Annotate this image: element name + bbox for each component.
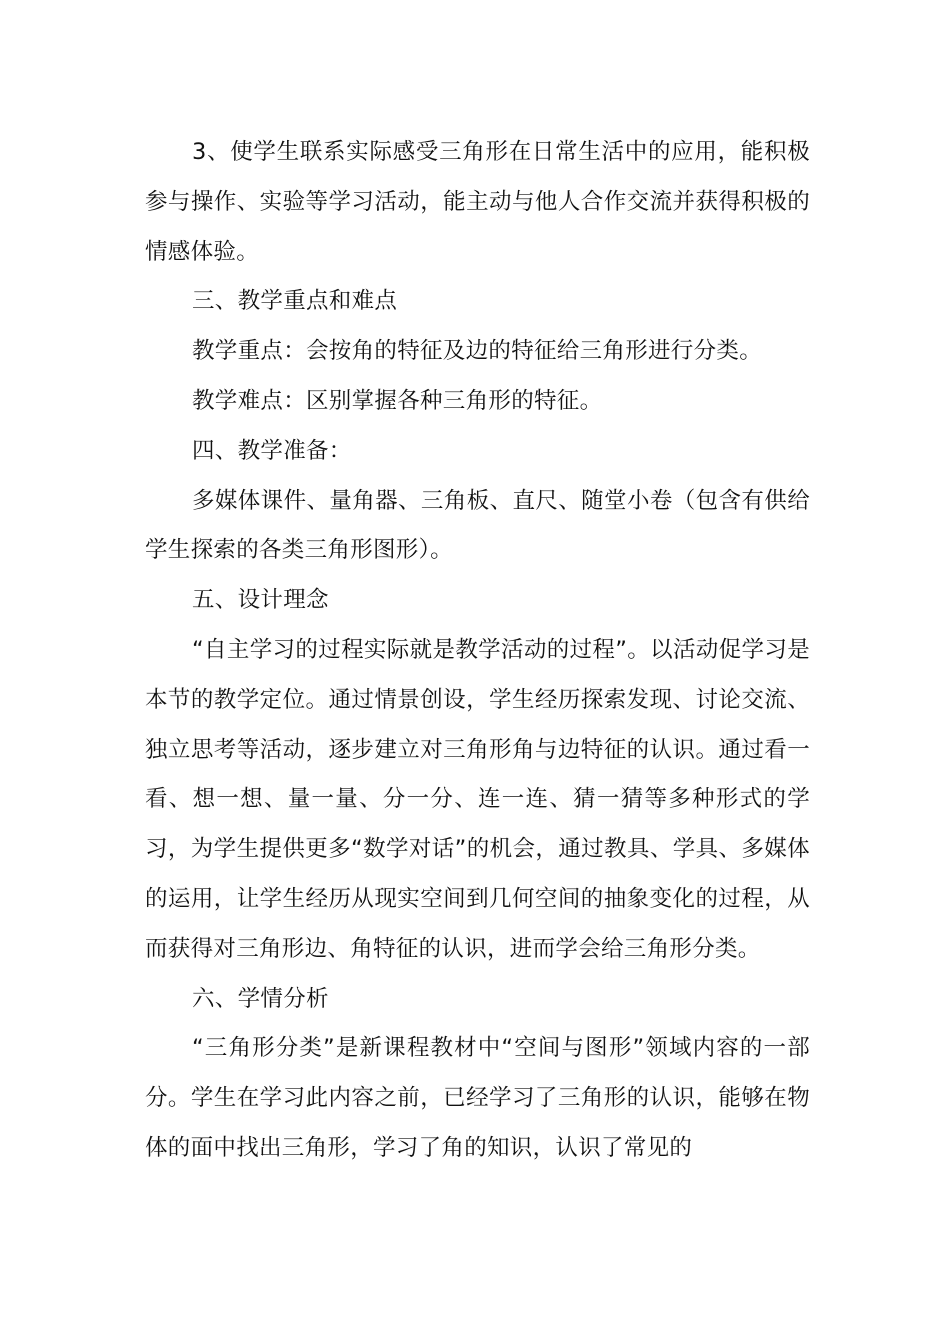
heading-design-concept: 五、设计理念 — [192, 587, 329, 614]
paragraph-difficulty: 教学难点：区别掌握各种三角形的特征。 — [192, 387, 603, 414]
paragraph-design-concept: “自主学习的过程实际就是教学活动的过程”。以活动促学习是本节的教学定位。通过情景创设，学生经历探索发现、讨论交流、独立思考等活动，逐步建立对三角形角与边特征的认识。通过看一看、想一想、量一量、分一分、连一连、猜一猜等多种形式的学习，为学生提供更多“数学对话”的机会，通过教具、学具、多媒体的运用，让学生经历从现实空间到几何空间的抽象变化的过程，从而获得对三角形边、角特征的认识，进而学会给三角形分类。 — [145, 636, 810, 962]
heading-learner-analysis: 六、学情分析 — [192, 985, 329, 1012]
paragraph-objective-3: 3、使学生联系实际感受三角形在日常生活中的应用，能积极参与操作、实验等学习活动，能主动与他人合作交流并获得积极的情感体验。 — [145, 139, 810, 265]
heading-preparation: 四、教学准备： — [192, 437, 352, 464]
paragraph-learner-analysis: “三角形分类”是新课程教材中“空间与图形”领域内容的一部分。学生在学习此内容之前，已经学习了三角形的认识，能够在物体的面中找出三角形，学习了角的知识，认识了常见的 — [145, 1035, 810, 1161]
paragraph-key-point: 教学重点：会按角的特征及边的特征给三角形进行分类。 — [192, 338, 763, 365]
document-body — [145, 128, 810, 1174]
heading-key-points: 三、教学重点和难点 — [192, 288, 398, 315]
paragraph-materials: 多媒体课件、量角器、三角板、直尺、随堂小卷（包含有供给学生探索的各类三角形图形）。 — [145, 487, 810, 564]
